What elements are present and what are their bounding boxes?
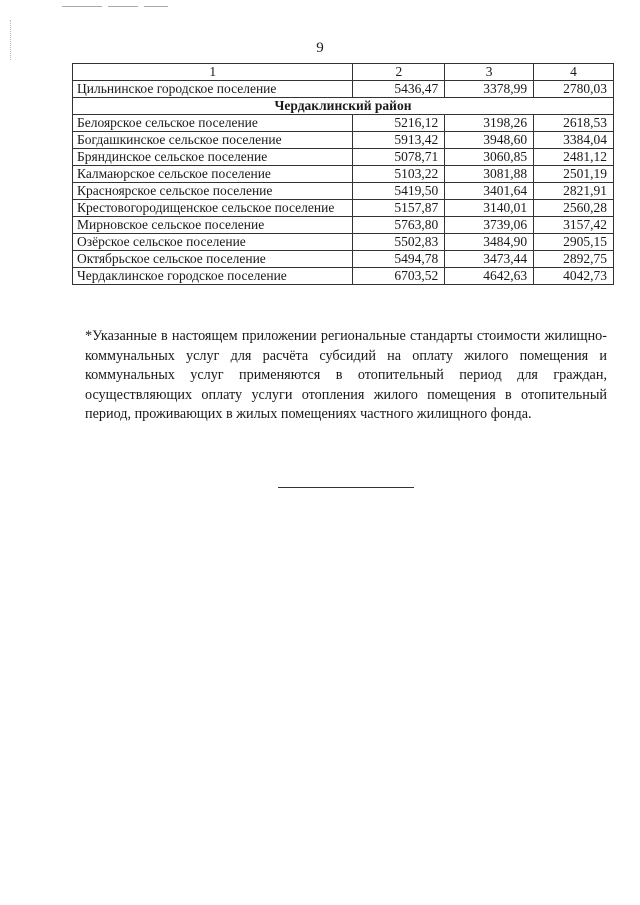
value-col-4: 4042,73 [534, 268, 614, 285]
table-row [73, 183, 614, 200]
section-row [73, 98, 614, 115]
settlement-name: Озёрское сельское поселение [73, 234, 353, 251]
value-col-4: 2618,53 [534, 115, 614, 132]
value-col-2: 6703,52 [353, 268, 445, 285]
standards-table-body [73, 64, 614, 285]
value-col-3: 3198,26 [445, 115, 534, 132]
value-col-3: 4642,63 [445, 268, 534, 285]
settlement-name: Бряндинское сельское поселение [73, 149, 353, 166]
value-col-4: 2560,28 [534, 200, 614, 217]
value-col-4: 2821,91 [534, 183, 614, 200]
settlement-name: Чердаклинское городское поселение [73, 268, 353, 285]
value-col-3: 3948,60 [445, 132, 534, 149]
table-row [73, 251, 614, 268]
table-row [73, 234, 614, 251]
standards-table [72, 63, 614, 285]
table-row [73, 115, 614, 132]
settlement-name: Цильнинское городское поселение [73, 81, 353, 98]
value-col-3: 3140,01 [445, 200, 534, 217]
value-col-2: 5078,71 [353, 149, 445, 166]
value-col-3: 3378,99 [445, 81, 534, 98]
value-col-4: 3157,42 [534, 217, 614, 234]
value-col-2: 5103,22 [353, 166, 445, 183]
value-col-2: 5913,42 [353, 132, 445, 149]
footnote-text: *Указанные в настоящем приложении региональные стандарты стоимости жилищно-коммунальных услуг для расчёта субсидий на оплату жилого помещения и коммунальных услуг применяются в отопительный период для граждан, осуществляющих оплату услуги отопления жилого помещения в отопительный период, проживающих в жилых помещениях частного жилищного фонда. [85, 328, 607, 422]
value-col-3: 3060,85 [445, 149, 534, 166]
table-row [73, 166, 614, 183]
table-row [73, 217, 614, 234]
table-row [73, 200, 614, 217]
page-number: 9 [316, 40, 324, 56]
value-col-3: 3484,90 [445, 234, 534, 251]
value-col-4: 3384,04 [534, 132, 614, 149]
table-row [73, 149, 614, 166]
value-col-4: 2892,75 [534, 251, 614, 268]
value-col-4: 2501,19 [534, 166, 614, 183]
table-row [73, 132, 614, 149]
settlement-name: Красноярское сельское поселение [73, 183, 353, 200]
value-col-2: 5216,12 [353, 115, 445, 132]
column-header: 2 [353, 64, 445, 81]
settlement-name: Октябрьское сельское поселение [73, 251, 353, 268]
table-header-row [73, 64, 614, 81]
value-col-4: 2780,03 [534, 81, 614, 98]
settlement-name: Белоярское сельское поселение [73, 115, 353, 132]
value-col-3: 3401,64 [445, 183, 534, 200]
value-col-3: 3739,06 [445, 217, 534, 234]
value-col-2: 5419,50 [353, 183, 445, 200]
section-title: Чердаклинский район [73, 98, 614, 115]
value-col-2: 5157,87 [353, 200, 445, 217]
column-header: 1 [73, 64, 353, 81]
table-row [73, 268, 614, 285]
settlement-name: Богдашкинское сельское поселение [73, 132, 353, 149]
column-header: 3 [445, 64, 534, 81]
settlement-name: Калмаюрское сельское поселение [73, 166, 353, 183]
value-col-2: 5763,80 [353, 217, 445, 234]
settlement-name: Мирновское сельское поселение [73, 217, 353, 234]
value-col-2: 5494,78 [353, 251, 445, 268]
table-row [73, 81, 614, 98]
value-col-2: 5502,83 [353, 234, 445, 251]
value-col-3: 3081,88 [445, 166, 534, 183]
column-header: 4 [534, 64, 614, 81]
value-col-4: 2905,15 [534, 234, 614, 251]
value-col-3: 3473,44 [445, 251, 534, 268]
scan-artifact-marks [62, 6, 212, 10]
value-col-2: 5436,47 [353, 81, 445, 98]
value-col-4: 2481,12 [534, 149, 614, 166]
signature-line [278, 487, 414, 488]
settlement-name: Крестовогородищенское сельское поселение [73, 200, 353, 217]
